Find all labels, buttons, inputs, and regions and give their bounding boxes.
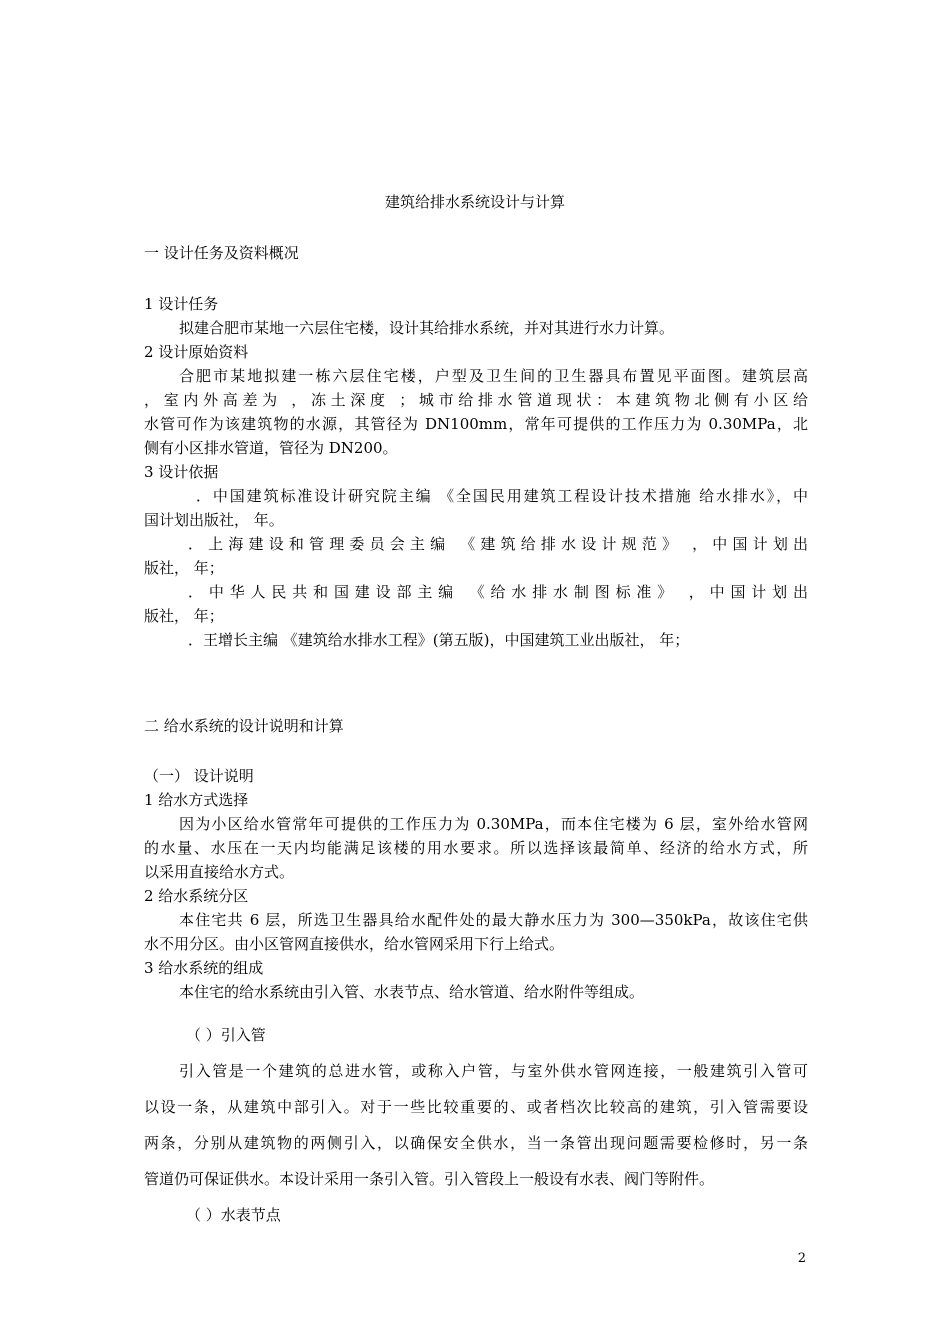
inlet-line: 引入管是一个建筑的总进水管，或称入户管，与室外供水管网连接，一般建筑引入管可 (179, 1062, 808, 1080)
mode-line: 的水量、水压在一天内均能满足该楼的用水要求。所以选择该最简单、经济的给水方式，所 (144, 839, 808, 857)
sub-heading: （一） 设计说明 (144, 767, 254, 785)
task-heading: 1 设计任务 (144, 295, 219, 313)
data-line: 侧有小区排水管道，管径为 DN200。 (144, 439, 398, 457)
inlet-line: 两条，分别从建筑物的两侧引入，以确保安全供水，当一条管出现问题需要检修时，另一条 (144, 1134, 808, 1152)
document-title: 建筑给排水系统设计与计算 (384, 193, 565, 211)
meter-heading: （ ）水表节点 (186, 1206, 281, 1224)
data-heading: 2 设计原始资料 (144, 343, 249, 361)
basis-heading: 3 设计依据 (144, 463, 219, 481)
zone-line: 本住宅共 6 层，所选卫生器具给水配件处的最大静水压力为 300—350kPa，故该住宅供 (179, 911, 808, 929)
mode-heading: 1 给水方式选择 (144, 791, 249, 809)
reference-line: ．中国建筑标准设计研究院主编 《全国民用建筑工程设计技术措施 给水排水》，中 (196, 487, 808, 505)
data-line: 合肥市某地拟建一栋六层住宅楼，户型及卫生间的卫生器具布置见平面图。建筑层高 (179, 367, 808, 385)
section-2-body (144, 764, 808, 1004)
zone-line: 水不用分区。由小区管网直接供水，给水管网采用下行上给式。 (144, 935, 565, 953)
inlet-block (144, 1017, 808, 1233)
reference-line: 版社， 年； (144, 559, 224, 577)
reference-line: 国计划出版社， 年。 (144, 511, 284, 529)
mode-line: 以采用直接给水方式。 (144, 863, 295, 881)
section-2-heading: 二 给水系统的设计说明和计算 (144, 717, 344, 735)
reference-line: ．王增长主编 《建筑给水排水工程》(第五版)，中国建筑工业出版社， 年； (188, 631, 690, 649)
section-1-body (144, 292, 808, 652)
inlet-heading: （ ）引入管 (186, 1026, 266, 1044)
task-text: 拟建合肥市某地一六层住宅楼，设计其给排水系统，并对其进行水力计算。 (179, 319, 675, 337)
reference-line: 版社， 年； (144, 607, 224, 625)
composition-heading: 3 给水系统的组成 (144, 959, 264, 977)
zone-heading: 2 给水系统分区 (144, 887, 249, 905)
reference-line: ．上海建设和管理委员会主编 《建筑给排水设计规范》 ，中国计划出 (188, 535, 808, 553)
mode-line: 因为小区给水管常年可提供的工作压力为 0.30MPa，而本住宅楼为 6 层，室外给水管网 (179, 815, 808, 833)
inlet-line: 管道仍可保证供水。本设计采用一条引入管。引入管段上一般设有水表、阀门等附件。 (144, 1170, 715, 1188)
reference-line: ．中华人民共和国建设部主编 《给水排水制图标准》 ，中国计划出 (188, 583, 808, 601)
page-number: 2 (797, 1251, 806, 1266)
section-1-heading: 一 设计任务及资料概况 (144, 244, 299, 262)
data-line: ，室内外高差为 ，冻土深度 ；城市给排水管道现状：本建筑物北侧有小区给 (144, 391, 808, 409)
data-line: 水管可作为该建筑物的水源，其管径为 DN100mm，常年可提供的工作压力为 0.30MPa，北 (144, 415, 808, 433)
composition-text: 本住宅的给水系统由引入管、水表节点、给水管道、给水附件等组成。 (179, 983, 645, 1001)
inlet-line: 以设一条，从建筑中部引入。对于一些比较重要的、或者档次比较高的建筑，引入管需要设 (144, 1098, 808, 1116)
